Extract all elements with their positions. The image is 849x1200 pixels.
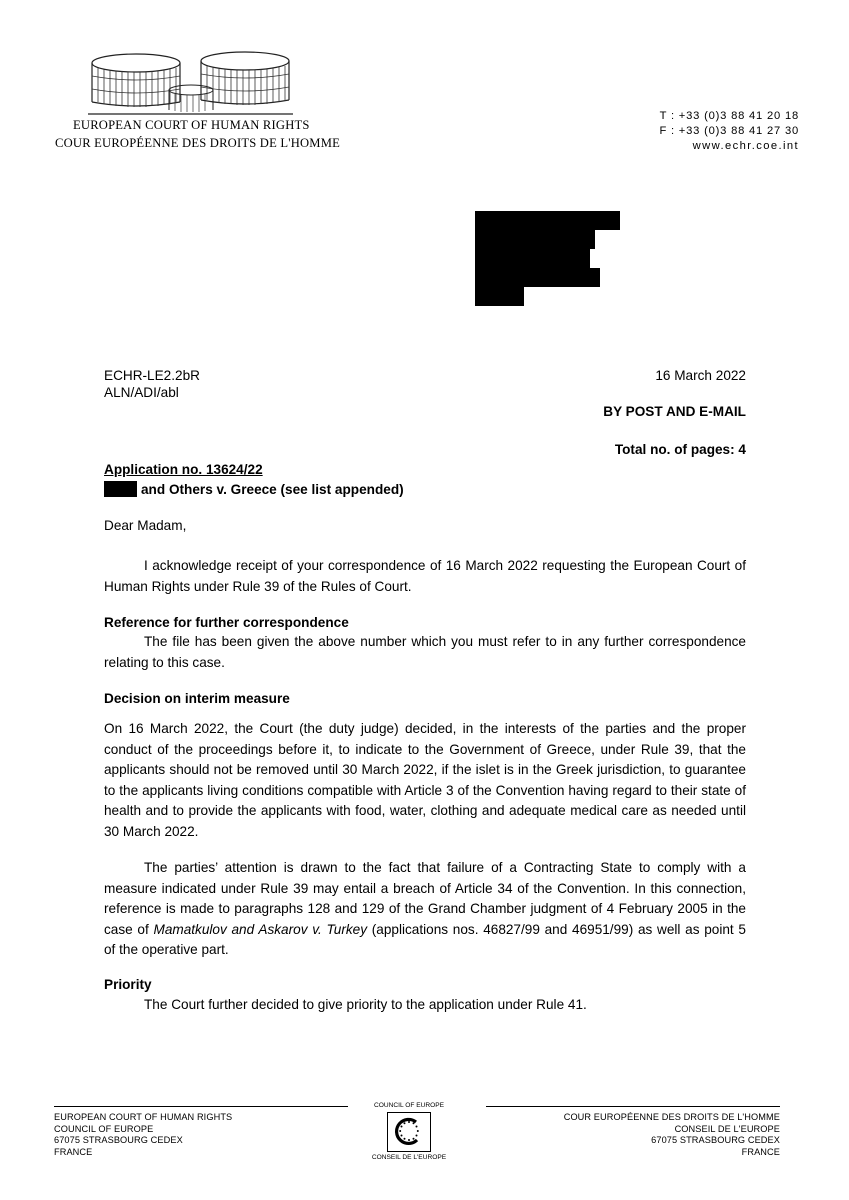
salutation: Dear Madam, (104, 518, 187, 533)
logo-caption-bottom: CONSEIL DE L'EUROPE (371, 1154, 447, 1161)
logo-caption-top: COUNCIL OF EUROPE (373, 1102, 445, 1109)
redaction-bar (475, 268, 600, 287)
footer-line: 67075 STRASBOURG CEDEX (54, 1135, 183, 1146)
footer-line: CONSEIL DE L'EUROPE (674, 1123, 780, 1134)
case-name: Mamatkulov and Askarov v. Turkey (153, 921, 368, 937)
footer-line: COUNCIL OF EUROPE (54, 1123, 154, 1134)
reference-heading: Reference for further correspondence (104, 615, 349, 630)
redaction-bar (475, 287, 524, 306)
footer-line: EUROPEAN COURT OF HUMAN RIGHTS (54, 1112, 233, 1122)
delivery-method: BY POST AND E-MAIL (603, 404, 746, 419)
application-number: Application no. 13624/22 (104, 462, 263, 477)
court-name-fr: COUR EUROPÉENNE DES DROITS DE L'HOMME (55, 136, 340, 150)
reference-paragraph: The file has been given the above number which you must refer to in any further correspondence relating to this case. (104, 634, 746, 670)
intro-paragraph: I acknowledge receipt of your correspondence of 16 March 2022 requesting the European Court of Human Rights under Rule 39 of the Rules of Court. (104, 558, 746, 594)
reference-code: ECHR-LE2.2bR (104, 368, 200, 383)
footer-address-en (54, 1112, 232, 1158)
priority-paragraph: The Court further decided to give priority to the application under Rule 41. (144, 997, 587, 1012)
logo-frame (387, 1112, 431, 1152)
footer-line: COUR EUROPÉENNE DES DROITS DE L'HOMME (563, 1112, 780, 1122)
footer-rule-left (54, 1106, 348, 1107)
footer-rule-right (486, 1106, 780, 1107)
fax-number: F : +33 (0)3 88 41 27 30 (659, 125, 799, 137)
court-building-logo (88, 50, 293, 122)
decision-heading: Decision on interim measure (104, 691, 290, 706)
footer-line: FRANCE (741, 1146, 780, 1157)
application-parties-line (104, 480, 404, 501)
reference-initials: ALN/ADI/abl (104, 385, 179, 400)
priority-heading: Priority (104, 977, 152, 992)
redaction-bar (475, 249, 590, 268)
application-parties: and Others v. Greece (see list appended) (141, 482, 404, 497)
court-name-en: EUROPEAN COURT OF HUMAN RIGHTS (73, 118, 310, 132)
footer-address-fr (564, 1112, 780, 1158)
council-of-europe-logo (369, 1102, 449, 1166)
footer-line: 67075 STRASBOURG CEDEX (651, 1135, 780, 1146)
redaction-bar (475, 211, 620, 230)
decision-paragraph: On 16 March 2022, the Court (the duty judge) decided, in the interests of the parties and the proper conduct of the proceedings before it, to indicate to the Government of Greece, under Rule 39, that the applicants should not be removed until 30 March 2022, if the islet is in the Greek jurisdiction, to guarantee to the applicants living conditions compatible with Article 3 of the Convention having regard to their state of health and to provide the applicants with food, water, clothing and adequate medical care as needed until 30 March 2022. (104, 721, 746, 839)
total-pages: Total no. of pages: 4 (614, 442, 746, 457)
website-address: www.echr.coe.int (692, 140, 799, 152)
letter-date: 16 March 2022 (655, 368, 746, 383)
attention-paragraph (104, 858, 746, 961)
redacted-applicant-name (104, 481, 137, 497)
council-emblem-icon (388, 1113, 430, 1151)
phone-number: T : +33 (0)3 88 41 20 18 (659, 110, 799, 122)
redaction-bar (475, 230, 595, 249)
attention-text-part1: The parties’ attention is drawn to the fact that failure of a Contracting State to comply with a measure indicated under Rule 39 may entail a breach of Article 34 of the Convention. In this connection, reference is made to paragraphs 128 and 129 of the Grand Chamber judgment of 4 February 2005 in the case of (104, 860, 746, 937)
footer-line: FRANCE (54, 1146, 93, 1157)
attention-text-part2: (applications nos. 46827/99 and 46951/99) as well as point 5 of the operative part. (104, 921, 746, 957)
